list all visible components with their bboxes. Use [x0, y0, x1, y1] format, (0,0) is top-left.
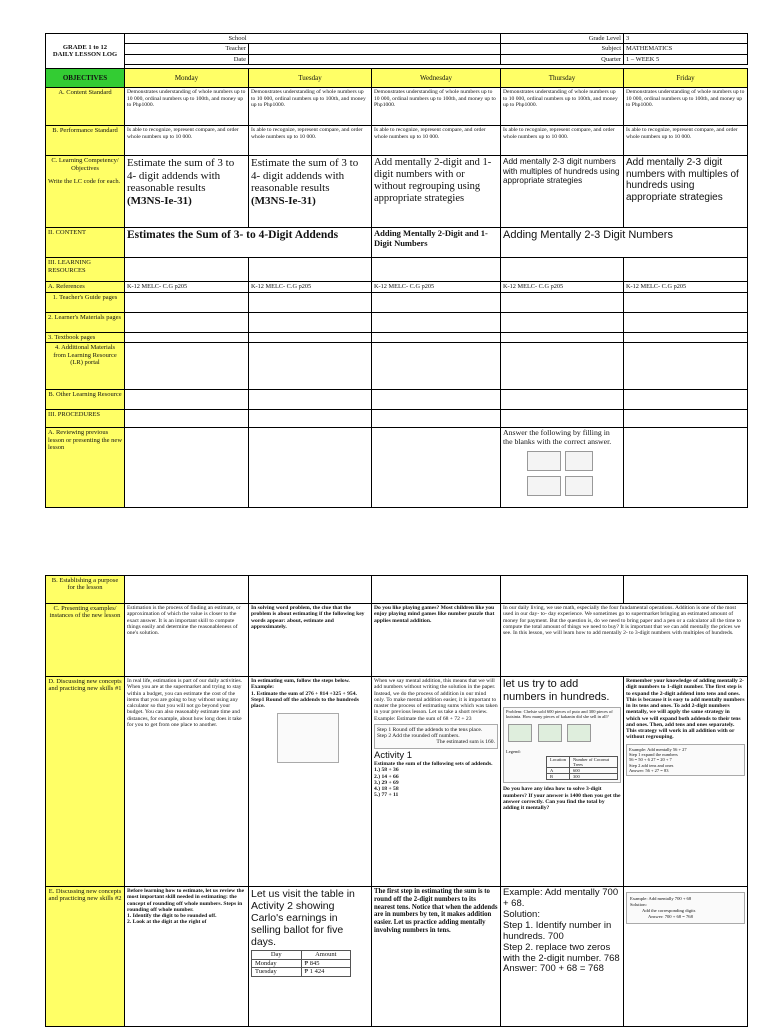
subject-value: MATHEMATICS [624, 44, 748, 54]
day-friday: Friday [624, 69, 748, 88]
discussing2-label: E. Discussing new concepts and practicing new skills #2 [46, 887, 125, 1027]
discussing1-fri: Remember your knowledge of adding mentally 2-digit numbers to 1-digit number. The first step is to expand the 2-digit addend into tens and ones. This is because it is easy to add mentally numbers in its tens and ones. To add 2-digit numbers mentally, we will apply the same strategy in which we will expand both addends to their tens and ones. Then, add tens and ones separately. This strategy will work in all addition with or without regrouping. Example: Add mentally 56 + 27 Step 1 expand the numbers 56 = 50 + 6 27 = 20 + 7 Step 2 add tens and ones Answer: 56 + 27 = 83 [624, 677, 748, 887]
fri-add-figure: Example: Add mentally 700 + 68 Solution: Add the corresponding digits Answer: 700 + 68 = 768 [626, 892, 745, 924]
teacher-label: Teacher [125, 44, 249, 54]
log-title: GRADE 1 to 12 DAILY LESSON LOG [46, 34, 125, 69]
discussing1-thu: let us try to add numbers in hundreds. Problem: Chelsie sold 600 pieces of puto and 300 pieces of kutsinta. How many pieces of kakanin did she sell in all? Legend: Location Number of Coconut Trees A 600 B 300 Do you have any idea how to solve 3-digit numbers? If your answer is 1400 then you get the answer correctly. Can you find the total by adding it mentally? [501, 677, 624, 887]
lesson-log-table-page1 [45, 33, 748, 508]
content-thufri: Adding Mentally 2-3 Digit Numbers [501, 228, 748, 258]
performance-standard-wed: Is able to recognize, represent compare, and order whole numbers up to 10 000. [372, 126, 501, 156]
reviewing-thu: Answer the following by filling in the blanks with the correct answer. [501, 428, 624, 508]
discussing1-mon: In real life, estimation is part of our daily activities. When you are at the supermarket and trying to stay within a budget, you can estimate the cost of the items that you are going to buy without using any calculator so that you will not go beyond your budget. You can also reasonably estimate time and distances, for example, about how long does it take for you to get from one place to another. [125, 677, 249, 887]
content-standard-tue: Demonstrates understanding of whole numbers up to 10 000, ordinal numbers up to 100th, and money up to Php1000. [249, 88, 372, 126]
discussing1-label: D. Discussing new concepts and practicing new skills #1 [46, 677, 125, 887]
review-exercise-figure [525, 450, 621, 499]
teacher-field[interactable] [249, 44, 501, 54]
competency-thu: Add mentally 2-3 digit numbers with multiples of hundreds using appropriate strategies [501, 156, 624, 228]
presenting-tue: In solving word problem, the clue that the problem is about estimating if the following key words appear: about, estimate and approximately. [249, 604, 372, 677]
performance-standard-fri: Is able to recognize, represent compare, and order whole numbers up to 10 000. [624, 126, 748, 156]
resources-label: III. LEARNING RESOURCES [46, 258, 125, 282]
coconut-table: Location Number of Coconut Trees A 600 B 300 [546, 756, 618, 781]
subject-label: Subject [501, 44, 624, 54]
references-tue: K-12 MELC- C.G p205 [249, 282, 372, 292]
discussing2-tue: Let us visit the table in Activity 2 showing Carlo's earnings in selling ballot for five days. Day Amount Monday ₱ 845 Tuesday ₱ 1 424 [249, 887, 372, 1027]
content-standard-wed: Demonstrates understanding of whole numbers up to 10 000, ordinal numbers up to 100th, and money up to Php1000. [372, 88, 501, 126]
content-standard-thu: Demonstrates understanding of whole numbers up to 10 000, ordinal numbers up to 100th, and money up to Php1000. [501, 88, 624, 126]
discussing1-tue: In estimating sum, follow the steps below. Example: 1. Estimate the sum of 276 + 814 +325 + 954. Step1 Round off the addends to the hundreds place. [249, 677, 372, 887]
learners-materials-label: 2. Learner's Materials pages [46, 312, 125, 332]
day-thursday: Thursday [501, 69, 624, 88]
earnings-table: Day Amount Monday ₱ 845 Tuesday ₱ 1 424 [251, 950, 351, 976]
presenting-label: C. Presenting examples/ instances of the new lesson [46, 604, 125, 677]
performance-standard-mon: Is able to recognize, represent compare, and order whole numbers up to 10 000. [125, 126, 249, 156]
school-label: School [125, 34, 249, 44]
discussing2-mon: Before learning how to estimate, let us review the most important skill needed in estimating: the concept of rounding off whole numbers. Steps in rounding off whole number. 1. Identify the digit to be rounded off. 2. Look at the digit at the right of [125, 887, 249, 1027]
competency-note: Write the LC code for each. [48, 178, 121, 186]
day-tuesday: Tuesday [249, 69, 372, 88]
reviewing-label: A. Reviewing previous lesson or presenting the new lesson [46, 428, 125, 508]
references-fri: K-12 MELC- C.G p205 [624, 282, 748, 292]
grade-level-value: 3 [624, 34, 748, 44]
competency-tue: Estimate the sum of 3 to 4- digit addends with reasonable results (M3NS-Ie-31) [249, 156, 372, 228]
content-montue: Estimates the Sum of 3- to 4-Digit Addends [125, 228, 372, 258]
grade-level-label: Grade Level [501, 34, 624, 44]
fri-example-figure: Example: Add mentally 56 + 27 Step 1 expand the numbers 56 = 50 + 6 27 = 20 + 7 Step 2 add tens and ones Answer: 56 + 27 = 83 [626, 744, 745, 777]
performance-standard-label: B. Performance Standard [46, 126, 125, 156]
references-label: A. References [46, 282, 125, 292]
competency-wed: Add mentally 2-digit and 1-digit numbers with or without regrouping using appropriate strategies [372, 156, 501, 228]
lesson-log-table-page2 [45, 575, 748, 1027]
discussing2-wed: The first step in estimating the sum is to round off the 2-digit numbers to its nearest tens. Notice that when the addends are in numbers by ten, it makes addition easier. Let us practice adding mentally involving numbers in tens. [372, 887, 501, 1027]
performance-standard-thu: Is able to recognize, represent compare, and order whole numbers up to 10 000. [501, 126, 624, 156]
coconut-problem-figure: Problem: Chelsie sold 600 pieces of puto and 300 pieces of kutsinta. How many pieces of kakanin did she sell in all? Legend: Location Number of Coconut Trees A 600 B 300 [503, 707, 621, 783]
competency-label: C. Learning Competency/ Objectives Write the LC code for each. [46, 156, 125, 228]
objectives-label: OBJECTIVES [46, 69, 125, 88]
date-label: Date [125, 54, 249, 64]
quarter-label: Quarter [501, 54, 624, 64]
other-resource-label: B. Other Learning Resource [46, 390, 125, 410]
quarter-value: 1 – WEEK 5 [624, 54, 748, 64]
content-label: II. CONTENT [46, 228, 125, 258]
references-thu: K-12 MELC- C.G p205 [501, 282, 624, 292]
presenting-thufri: In our daily living, we use math, especially the four fundamental operations. Addition is one of the most used in our day- to- day experience. We sometimes go to supermarket bringing an estimated amount of money for payment. But the question is, do we need to bring paper and a pen or a calculator all the time to compute the total amount of things we need to buy? It is important that we can add mentally the prices we see. In this lesson, we will learn how to add mentally 2- to 3-digit numbers with multiples of hundreds. [501, 604, 748, 677]
content-standard-mon: Demonstrates understanding of whole numbers up to 10 000, ordinal numbers up to 100th, and money up to Php1000. [125, 88, 249, 126]
date-field[interactable] [249, 54, 501, 64]
discussing2-thu: Example: Add mentally 700 + 68. Solution: Step 1. Identify number in hundreds. 700 Step 2. replace two zeros with the 2-digit number. 768 Answer: 700 + 68 = 768 [501, 887, 624, 1027]
purpose-label: B. Establishing a purpose for the lesson [46, 576, 125, 604]
additional-materials-label: 4. Additional Materials from Learning Resource (LR) portal [46, 343, 125, 390]
discussing2-fri [624, 887, 748, 1027]
content-standard-fri: Demonstrates understanding of whole numbers up to 10 000, ordinal numbers up to 100th, and money up to Php1000. [624, 88, 748, 126]
teachers-guide-label: 1. Teacher's Guide pages [46, 292, 125, 312]
school-field[interactable] [249, 34, 501, 44]
content-wed: Adding Mentally 2-Digit and 1-Digit Numbers [372, 228, 501, 258]
references-wed: K-12 MELC- C.G p205 [372, 282, 501, 292]
textbook-label: 3. Textbook pages [46, 332, 125, 342]
presenting-mon: Estimation is the process of finding an estimate, or approximation of which the value is closer to the exact answer. It is an important skill to compute things easily and determine the reasonableness of one's solution. [125, 604, 249, 677]
competency-fri: Add mentally 2-3 digit numbers with multiples of hundreds using appropriate strategies [624, 156, 748, 228]
presenting-wed: Do you like playing games? Most children like you enjoy playing mind games like number puzzle that applies mental addition. [372, 604, 501, 677]
content-standard-label: A. Content Standard [46, 88, 125, 126]
performance-standard-tue: Is able to recognize, represent compare, and order whole numbers up to 10 000. [249, 126, 372, 156]
estimate-example-figure: Step 1 Round off the addends to the tens place. Step 2 Add the rounded off numbers. The estimated sum is 160. [374, 724, 498, 749]
competency-mon: Estimate the sum of 3 to 4- digit addends with reasonable results (M3NS-Ie-31) [125, 156, 249, 228]
day-wednesday: Wednesday [372, 69, 501, 88]
day-monday: Monday [125, 69, 249, 88]
discussing1-wed: When we say mental addition, this means that we will add numbers without writing the solution in the paper. Instead, we do the process of addition in our mind only. To make mental addition easier, it is important to master the process of estimating sums which was taken in your previous lesson. Let us take a short review. Example: Estimate the sum of 68 + 72 + 23 Step 1 Round off the addends to the tens place. Step 2 Add the rounded off numbers. The estimated sum is 160. Activity 1 Estimate the sum of the following sets of addends. 1.) 58 + 36 2.) 14 + 66 3.) 29 + 69 4.) 18 + 58 5.) 77 + 11 [372, 677, 501, 887]
rounding-figure [277, 713, 339, 763]
references-mon: K-12 MELC- C.G p205 [125, 282, 249, 292]
procedures-label: III. PROCEDURES [46, 410, 125, 428]
